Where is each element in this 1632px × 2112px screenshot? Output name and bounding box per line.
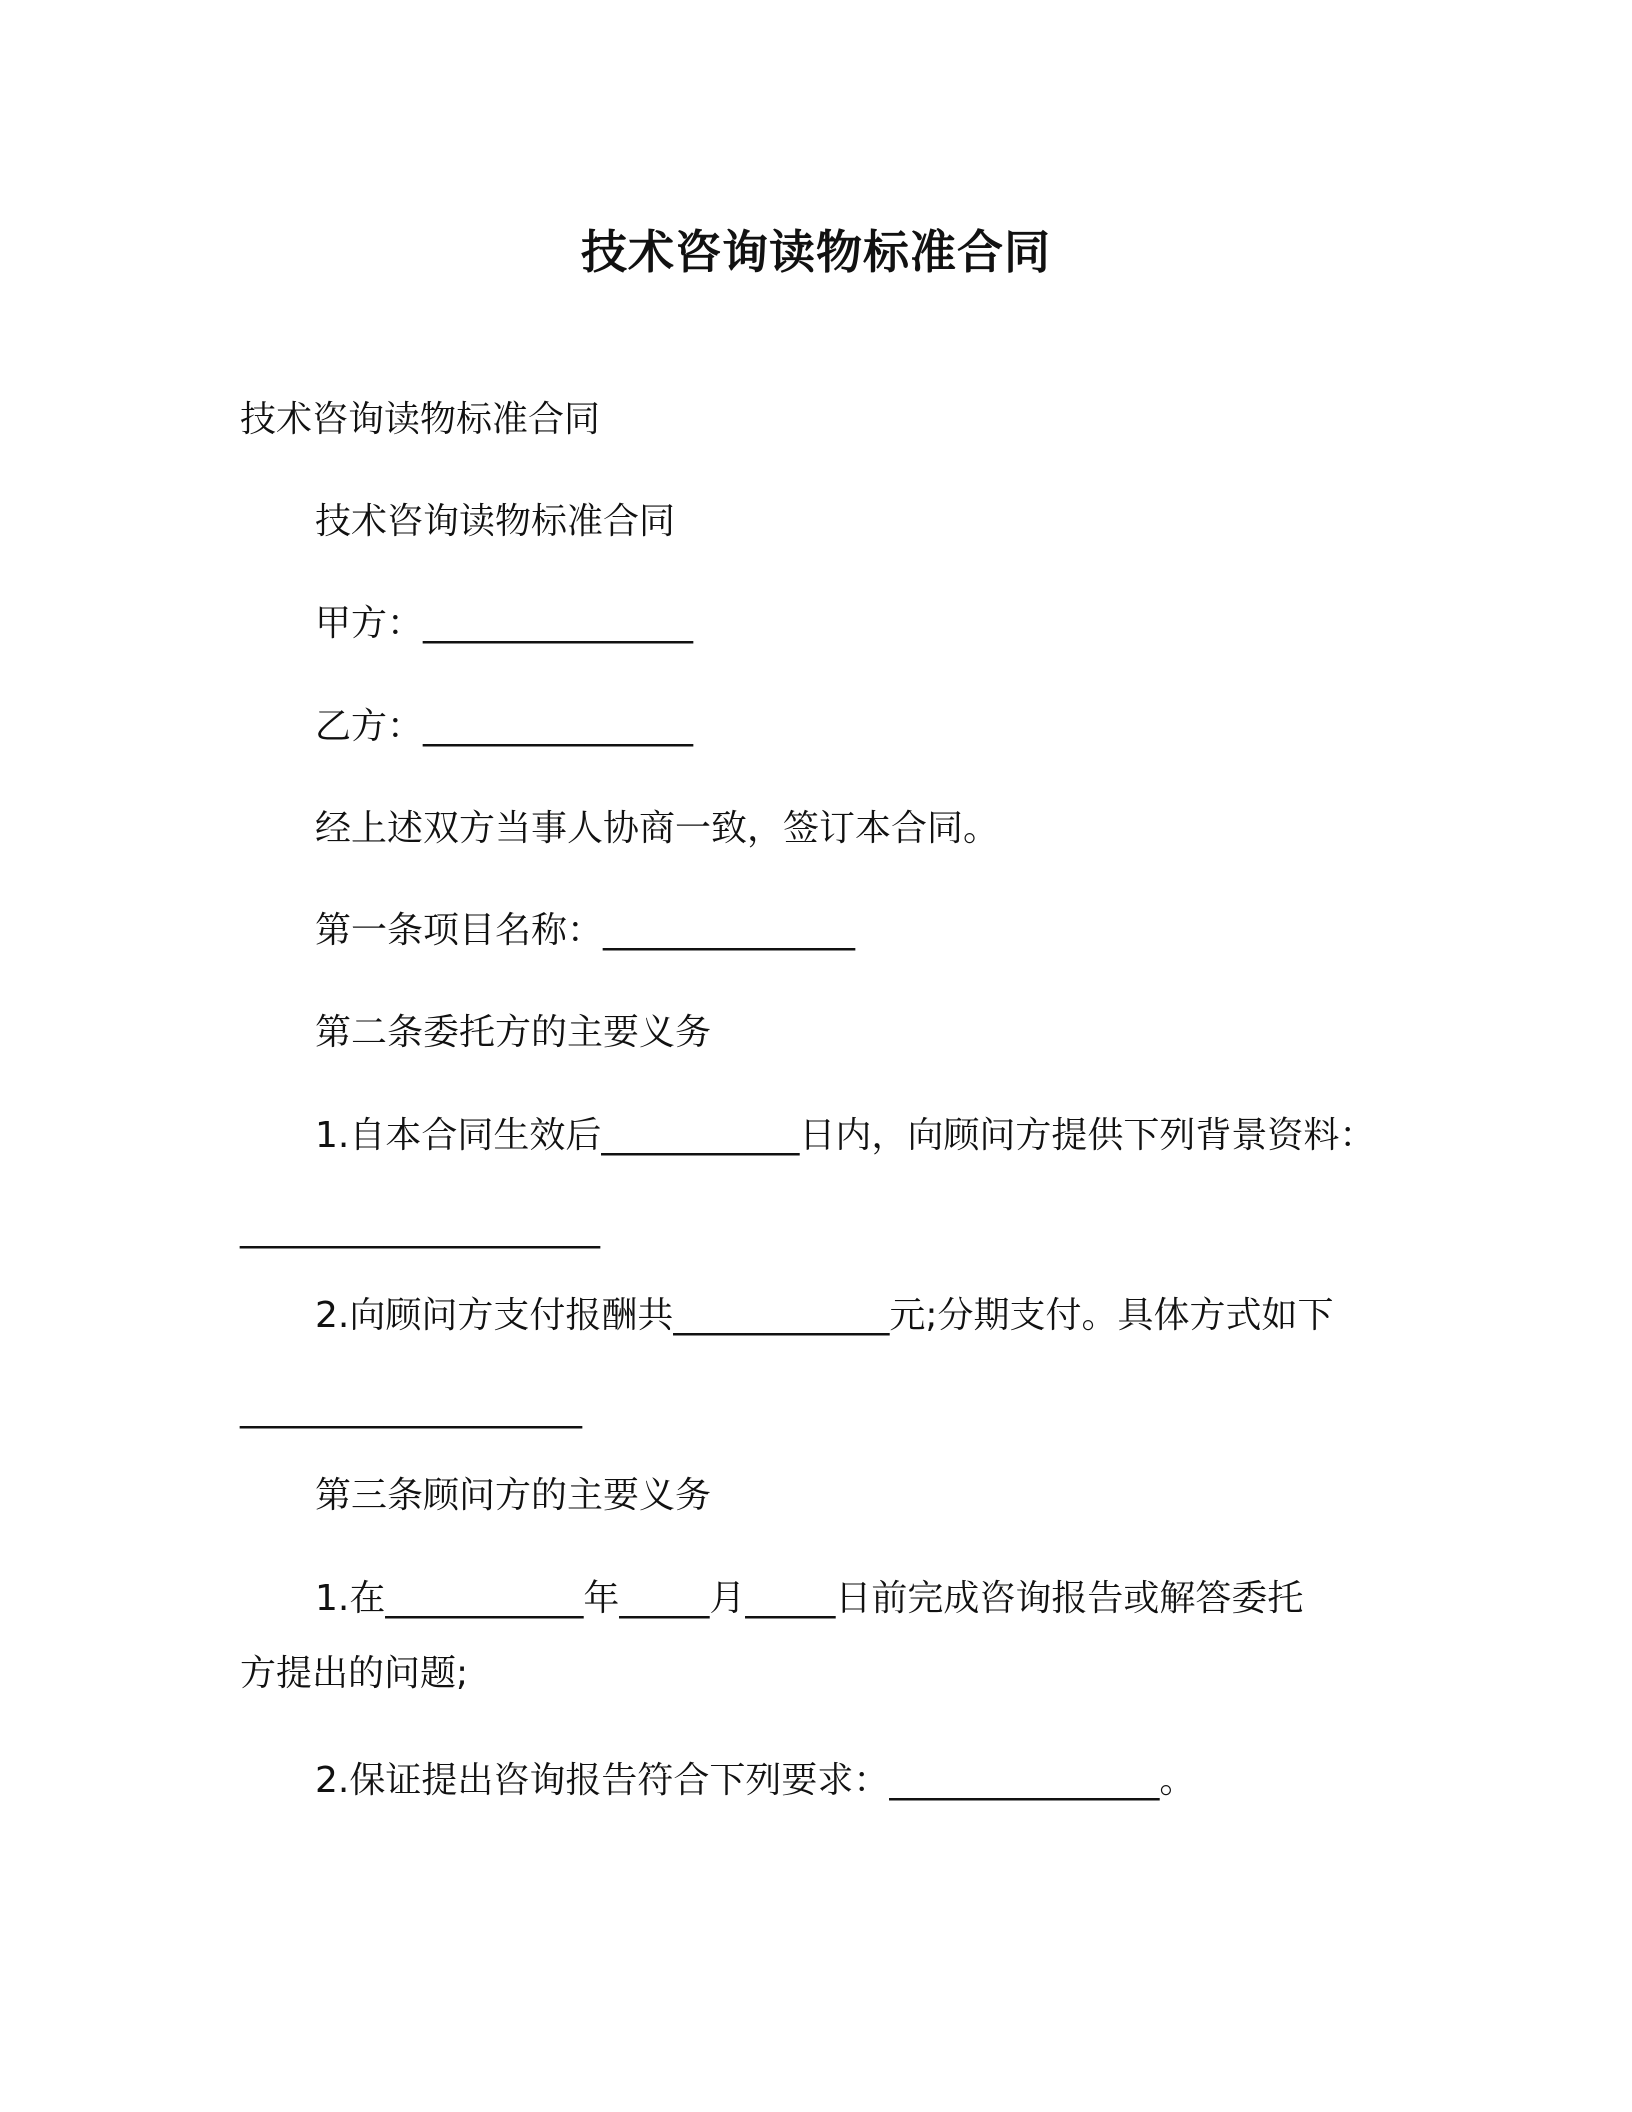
inner-title: 技术咨询读物标准合同 bbox=[315, 501, 676, 542]
article-3-item-1-continued: 方提出的问题; bbox=[240, 1653, 469, 1694]
party-a-line: 甲方：_______________ bbox=[315, 603, 694, 644]
article-2-item-1-blank: ____________________ bbox=[240, 1208, 600, 1249]
article-3-item-2: 2.保证提出咨询报告符合下列要求：_______________。 bbox=[315, 1760, 1196, 1801]
document-subtitle: 技术咨询读物标准合同 bbox=[240, 399, 601, 440]
party-b-line: 乙方：_______________ bbox=[315, 706, 694, 747]
article-2-item-2: 2.向顾问方支付报酬共____________元;分期支付。具体方式如下 bbox=[315, 1295, 1334, 1336]
article-2-item-2-blank: ___________________ bbox=[240, 1388, 582, 1429]
preamble-paragraph: 经上述双方当事人协商一致，签订本合同。 bbox=[315, 808, 1000, 849]
article-3-item-1: 1.在___________年_____月_____日前完成咨询报告或解答委托 bbox=[315, 1578, 1304, 1619]
article-2-item-1: 1.自本合同生效后___________日内，向顾问方提供下列背景资料： bbox=[315, 1115, 1376, 1156]
document-title: 技术咨询读物标准合同 bbox=[581, 225, 1051, 279]
article-1-project-name: 第一条项目名称：______________ bbox=[315, 910, 856, 951]
article-2-heading: 第二条委托方的主要义务 bbox=[315, 1012, 712, 1053]
article-3-heading: 第三条顾问方的主要义务 bbox=[315, 1475, 712, 1516]
